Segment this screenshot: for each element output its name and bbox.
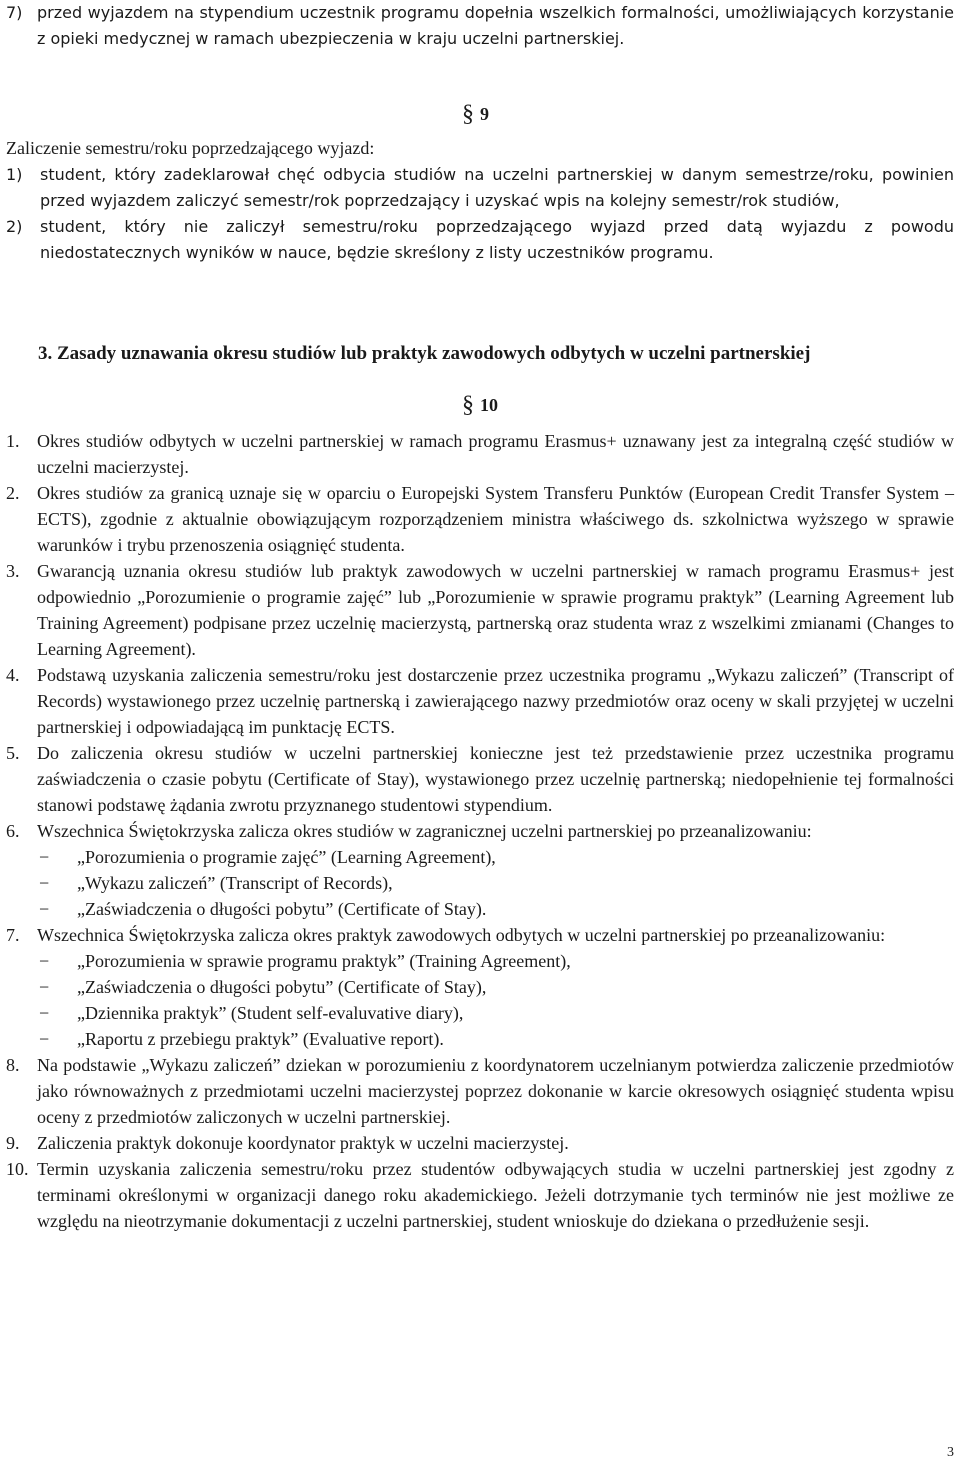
section-sign: § <box>462 101 474 127</box>
dash-list-item <box>37 948 954 974</box>
paragraph-10-item <box>6 740 954 818</box>
dash-list-item <box>37 870 954 896</box>
item-text: Podstawą uzyskania zaliczenia semestru/roku jest dostarczenie przez uczestnika programu „Wykazu zaliczeń” (Transcript of Records) wystawionego przez uczelnię partnerską i zawierającego nazwy przedmiotów oraz oceny w skali przyjętej w uczelni partnerskiej i odpowiadającą im punktację ECTS. <box>37 665 954 737</box>
paragraph-10-item <box>6 1052 954 1130</box>
item-number: 4. <box>6 665 20 685</box>
dash-item-text: „Zaświadczenia o długości pobytu” (Certificate of Stay), <box>77 977 487 997</box>
item-text: Okres studiów za granicą uznaje się w oparciu o Europejski System Transferu Punktów (European Credit Transfer System – ECTS), zgodnie z aktualnie obowiązującym rozporządzeniem ministra właściwego ds. szkolnictwa wyższego w sprawie warunków i trybu przenoszenia osiągnięć studenta. <box>37 483 954 555</box>
item-text: Na podstawie „Wykazu zaliczeń” dziekan w porozumieniu z koordynatorem uczelnianym potwierdza zaliczenie przedmiotów jako równoważnych z przedmiotami uczelni macierzystej poprzez dokonanie w karcie okresowych osiągnięć studenta wpisu oceny z przedmiotów zaliczonych w uczelni partnerskiej. <box>37 1055 954 1127</box>
section-3-title: 3. Zasady uznawania okresu studiów lub praktyk zawodowych odbytych w uczelni partnerskiej <box>38 343 811 364</box>
paragraph-10-item <box>6 480 954 558</box>
list-item-7 <box>6 0 954 52</box>
dash-bullet: − <box>39 873 50 893</box>
paragraph-9-mark <box>462 101 489 127</box>
item-number: 6. <box>6 821 20 841</box>
dash-item-text: „Raportu z przebiegu praktyk” (Evaluative report). <box>77 1029 444 1049</box>
item-text: Termin uzyskania zaliczenia semestru/roku przez studentów odbywających studia w uczelni partnerskiej jest zgodny z terminami określonymi w organizacji danego roku akademickiego. Jeżeli dotrzymanie tych terminów nie jest możliwe ze względu na nieotrzymanie dokumentacji z uczelni partnerskiej, student wnioskuje do dziekana o przedłużenie sesji. <box>37 1159 954 1231</box>
paragraph-10-item <box>6 1156 954 1234</box>
item-number: 1. <box>6 431 20 451</box>
dash-list <box>37 948 954 1052</box>
paragraph-10-item <box>6 818 954 922</box>
paragraph-9-item <box>6 162 954 214</box>
paragraph-9-item <box>6 214 954 266</box>
item-number: 8. <box>6 1055 20 1075</box>
item-number: 2) <box>6 217 23 236</box>
dash-item-text: „Porozumienia o programie zajęć” (Learning Agreement), <box>77 847 496 867</box>
paragraph-10-item <box>6 662 954 740</box>
dash-item-text: „Porozumienia w sprawie programu praktyk” (Training Agreement), <box>77 951 571 971</box>
item-text: student, który nie zaliczył semestru/roku poprzedzającego wyjazd przed datą wyjazdu z powodu niedostatecznych wyników w nauce, będzie skreślony z listy uczestników programu. <box>40 217 954 262</box>
item-number: 3. <box>6 561 20 581</box>
item-number: 5. <box>6 743 20 763</box>
paragraph-10-list <box>6 428 954 1234</box>
dash-bullet: − <box>39 977 50 997</box>
paragraph-9-list <box>6 162 954 266</box>
dash-list <box>37 844 954 922</box>
item-number: 2. <box>6 483 20 503</box>
dash-item-text: „Dziennika praktyk” (Student self-evaluvative diary), <box>77 1003 464 1023</box>
dash-bullet: − <box>39 1003 50 1023</box>
item-text: student, który zadeklarował chęć odbycia studiów na uczelni partnerskiej w danym semestrze/roku, powinien przed wyjazdem zaliczyć semestr/rok poprzedzający i uzyskać wpis na kolejny semestr/rok studiów, <box>40 165 954 210</box>
dash-bullet: − <box>39 951 50 971</box>
dash-bullet: − <box>39 1029 50 1049</box>
item-number: 9. <box>6 1133 20 1153</box>
dash-list-item <box>37 1026 954 1052</box>
dash-list-item <box>37 844 954 870</box>
dash-list-item <box>37 1000 954 1026</box>
dash-item-text: „Wykazu zaliczeń” (Transcript of Records), <box>77 873 393 893</box>
dash-list-item <box>37 974 954 1000</box>
paragraph-number: 10 <box>480 395 498 415</box>
dash-bullet: − <box>39 847 50 867</box>
paragraph-9-intro: Zaliczenie semestru/roku poprzedzającego wyjazd: <box>6 138 375 158</box>
paragraph-10-item <box>6 428 954 480</box>
item-number: 7) <box>6 3 23 22</box>
item-text: Zaliczenia praktyk dokonuje koordynator praktyk w uczelni macierzystej. <box>37 1133 569 1153</box>
page-number: 3 <box>947 1445 954 1460</box>
item-text: Wszechnica Świętokrzyska zalicza okres praktyk zawodowych odbytych w uczelni partnerskiej po przeanalizowaniu: <box>37 925 886 945</box>
item-text: Gwarancją uznania okresu studiów lub praktyk zawodowych w uczelni partnerskiej w ramach programu Erasmus+ jest odpowiednio „Porozumienie o programie zajęć” lub „Porozumienie w sprawie programu praktyk” (Learning Agreement lub Training Agreement) podpisane przez uczelnię macierzystą, partnerską oraz studenta wraz z wszelkimi zmianami (Changes to Learning Agreement). <box>37 561 954 659</box>
item-number: 7. <box>6 925 20 945</box>
paragraph-10-item <box>6 922 954 1052</box>
item-text: Do zaliczenia okresu studiów w uczelni partnerskiej konieczne jest też przedstawienie przez uczestnika programu zaświadczenia o czasie pobytu (Certificate of Stay), wystawionego przez uczelnię partnerską; niedopełnienie tej formalności stanowi podstawę żądania zwrotu przyznanego studentowi stypendium. <box>37 743 954 815</box>
item-number: 1) <box>6 165 23 184</box>
paragraph-10-mark <box>462 392 498 418</box>
paragraph-9-body <box>6 135 954 266</box>
item-text: Okres studiów odbytych w uczelni partnerskiej w ramach programu Erasmus+ uznawany jest za integralną część studiów w uczelni macierzystej. <box>37 431 954 477</box>
item-text: przed wyjazdem na stypendium uczestnik programu dopełnia wszelkich formalności, umożliwiających korzystanie z opieki medycznej w ramach ubezpieczenia w kraju uczelni partnerskiej. <box>37 3 954 48</box>
paragraph-10-item <box>6 1130 954 1156</box>
paragraph-number: 9 <box>480 104 489 124</box>
dash-list-item <box>37 896 954 922</box>
dash-item-text: „Zaświadczenia o długości pobytu” (Certificate of Stay). <box>77 899 487 919</box>
section-sign: § <box>462 392 474 418</box>
dash-bullet: − <box>39 899 50 919</box>
item-text: Wszechnica Świętokrzyska zalicza okres studiów w zagranicznej uczelni partnerskiej po przeanalizowaniu: <box>37 821 812 841</box>
paragraph-10-item <box>6 558 954 662</box>
item-number: 10. <box>6 1159 29 1179</box>
